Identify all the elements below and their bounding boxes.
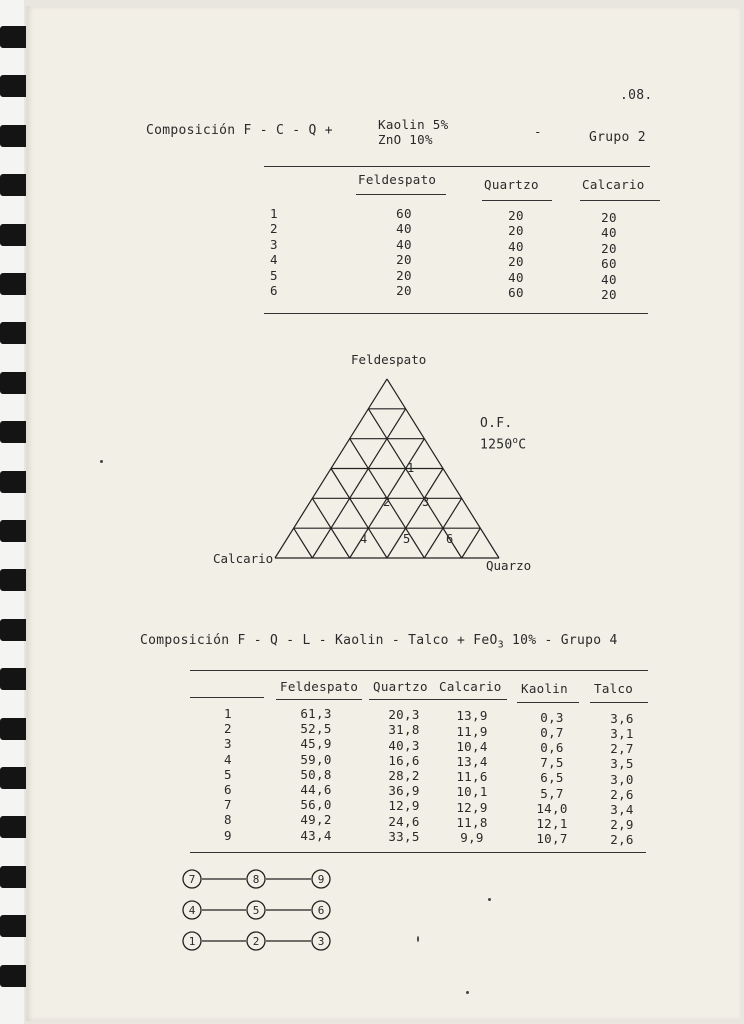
table2-title-sub: 3 xyxy=(497,639,504,651)
table2-cell-kaolin: 6,5 xyxy=(540,770,564,786)
table1-cell-quartzo: 40 xyxy=(508,269,524,285)
table2-cell-kaolin: 12,1 xyxy=(536,816,568,831)
table2-cell-feldespato: 43,4 xyxy=(300,827,332,843)
table1-row-id: 6 xyxy=(270,283,278,298)
diagram-note-temp-degree: o xyxy=(512,436,519,446)
table1-header-underline xyxy=(482,200,552,201)
table2-cell-quartzo: 28,2 xyxy=(388,768,420,783)
table2-cell-talco: 2,6 xyxy=(610,786,634,802)
table1-additive-1: Kaolin 5% xyxy=(378,117,449,132)
diagram-point-6: 6 xyxy=(446,532,454,546)
table1-cell-quartzo: 20 xyxy=(508,254,524,270)
chain-node-3: 3 xyxy=(317,935,325,948)
table1-row-id: 4 xyxy=(270,252,278,268)
table2-cell-calcario: 13,9 xyxy=(456,708,488,724)
table2-header-cell: Quartzo xyxy=(373,679,428,694)
chain-row xyxy=(183,870,330,888)
table2-header-cell: Talco xyxy=(594,681,634,696)
table2-cell-talco: 3,6 xyxy=(610,710,634,726)
table2-row-id: 5 xyxy=(224,766,232,782)
table1-cell-calcario: 20 xyxy=(601,240,617,256)
table2-cell-talco: 2,6 xyxy=(610,832,634,848)
table2-cell-feldespato: 59,0 xyxy=(300,751,332,767)
table2-cell-talco: 3,5 xyxy=(610,756,634,772)
diagram-point-1: 1 xyxy=(407,461,415,475)
chain-diagram xyxy=(176,861,346,961)
table2-header-cell: Calcario xyxy=(439,679,502,694)
table1-cell-quartzo: 60 xyxy=(508,285,524,300)
table1-dash: - xyxy=(534,124,542,139)
table2-cell-feldespato: 45,9 xyxy=(300,736,332,752)
table2-header-underline xyxy=(517,702,579,703)
table1-cell-feldespato: 20 xyxy=(396,283,412,298)
table1-cell-feldespato: 20 xyxy=(396,267,412,283)
spiral-binding xyxy=(0,0,24,1024)
table2-cell-calcario: 10,4 xyxy=(456,738,488,754)
table1-cell-quartzo: 40 xyxy=(508,238,524,254)
chain-node-2: 2 xyxy=(252,935,260,948)
speck xyxy=(466,991,469,994)
speck xyxy=(417,936,419,942)
diagram-note-temp-unit: C xyxy=(518,437,527,453)
table1-header-underline xyxy=(356,194,446,195)
table1-group: Grupo 2 xyxy=(589,130,646,145)
page-number: .08. xyxy=(620,88,653,103)
chain-node-9: 9 xyxy=(317,873,325,886)
table1-row-id: 5 xyxy=(270,267,278,283)
table2-cell-calcario: 9,9 xyxy=(460,830,484,845)
table2-cell-kaolin: 7,5 xyxy=(540,755,564,771)
table2-title-suffix: 10% - Grupo 4 xyxy=(503,633,618,648)
table2-cell-talco: 2,7 xyxy=(610,741,634,757)
diagram-point-3: 3 xyxy=(422,495,430,509)
table2-row-id: 8 xyxy=(224,812,232,828)
table1-row-id: 1 xyxy=(270,206,278,221)
table2-cell-calcario: 11,9 xyxy=(456,723,488,739)
chain-node-4: 4 xyxy=(188,904,196,917)
diagram-point-2: 2 xyxy=(383,495,391,509)
speck xyxy=(488,898,491,901)
table1-cell-calcario: 20 xyxy=(601,287,617,302)
table2-header-underline xyxy=(369,699,435,700)
table2-header-underline xyxy=(435,699,507,700)
diagram-right-label: Quarzo xyxy=(486,558,532,573)
chain-node-7: 7 xyxy=(188,873,196,886)
table2-row-id: 6 xyxy=(224,782,232,797)
table2-header-underline xyxy=(590,702,648,703)
ternary-diagram xyxy=(206,346,546,576)
table2-row-id: 9 xyxy=(224,827,232,843)
table2-cell-feldespato: 61,3 xyxy=(300,706,332,721)
table2-bottom-rule xyxy=(190,852,646,853)
table2-row-id: 1 xyxy=(224,706,232,721)
document-page xyxy=(26,6,740,1021)
table2-cell-quartzo: 40,3 xyxy=(388,737,420,753)
speck xyxy=(100,460,103,463)
table1-cell-calcario: 60 xyxy=(601,256,617,272)
chain-node-8: 8 xyxy=(252,873,260,886)
diagram-note-temp-value: 1250 xyxy=(480,437,513,453)
table2-header-underline xyxy=(276,699,362,700)
table2-cell-kaolin: 14,0 xyxy=(536,800,568,816)
table2-cell-calcario: 10,1 xyxy=(456,784,488,800)
table2-cell-quartzo: 36,9 xyxy=(388,783,420,799)
table2-row-id: 2 xyxy=(224,721,232,737)
table2-cell-quartzo: 33,5 xyxy=(388,828,420,844)
chain-node-5: 5 xyxy=(252,904,260,917)
table1-cell-calcario: 40 xyxy=(601,225,617,241)
table1-cell-calcario: 20 xyxy=(601,210,617,225)
table2-cell-quartzo: 20,3 xyxy=(388,707,420,723)
table1-cell-feldespato: 60 xyxy=(396,206,412,221)
table2-row-id: 7 xyxy=(224,797,232,813)
table1-row-id: 2 xyxy=(270,221,278,237)
table2-cell-quartzo: 31,8 xyxy=(388,722,420,738)
table2-header-cell: Kaolin xyxy=(521,681,568,696)
table1-top-rule xyxy=(264,166,650,167)
table2-cell-talco: 3,1 xyxy=(610,726,634,741)
chain-row xyxy=(183,932,330,950)
table2-cell-feldespato: 52,5 xyxy=(300,721,332,737)
table2-cell-feldespato: 49,2 xyxy=(300,812,332,828)
table2-cell-kaolin: 0,3 xyxy=(540,709,564,725)
table1-header-cell: Calcario xyxy=(582,177,645,192)
table2-cell-calcario: 11,8 xyxy=(456,814,488,830)
table1-cell-feldespato: 40 xyxy=(396,236,412,252)
table2-header-underline-id xyxy=(190,697,264,698)
table1-row-id: 3 xyxy=(270,236,278,252)
diagram-note-of: O.F. xyxy=(480,416,513,431)
chain-node-1: 1 xyxy=(188,935,196,948)
chain-row xyxy=(183,901,330,919)
table2-cell-calcario: 13,4 xyxy=(456,754,488,769)
table1-cell-calcario: 40 xyxy=(601,271,617,287)
table1-bottom-rule xyxy=(264,313,648,314)
diagram-left-label: Calcario xyxy=(213,551,274,566)
table2-cell-kaolin: 0,6 xyxy=(540,740,564,755)
chain-node-6: 6 xyxy=(317,904,325,917)
table2-cell-quartzo: 24,6 xyxy=(388,813,420,829)
table1-cell-feldespato: 20 xyxy=(396,252,412,268)
table2-cell-kaolin: 0,7 xyxy=(540,724,564,740)
table1-cell-feldespato: 40 xyxy=(396,221,412,237)
table2-cell-talco: 3,0 xyxy=(610,771,634,787)
table1-cell-quartzo: 20 xyxy=(508,223,524,239)
diagram-point-4: 4 xyxy=(360,532,368,546)
table2-row-id: 3 xyxy=(224,736,232,752)
table2-cell-calcario: 11,6 xyxy=(456,769,488,785)
table2-cell-feldespato: 44,6 xyxy=(300,782,332,797)
table2-top-rule xyxy=(190,670,648,671)
table1-cell-quartzo: 20 xyxy=(508,208,524,223)
table2-cell-kaolin: 5,7 xyxy=(540,785,564,801)
table2-cell-quartzo: 12,9 xyxy=(388,798,420,814)
table1-additive-2: ZnO 10% xyxy=(378,132,433,147)
table2-cell-talco: 2,9 xyxy=(610,817,634,833)
table2-cell-feldespato: 56,0 xyxy=(300,797,332,813)
table2-cell-talco: 3,4 xyxy=(610,802,634,817)
table2-row-id: 4 xyxy=(224,751,232,767)
table2-header-cell: Feldespato xyxy=(280,679,359,694)
table1-header-cell: Quartzo xyxy=(484,177,539,192)
table1-header-underline xyxy=(580,200,660,201)
table1-header-cell: Feldespato xyxy=(358,172,437,187)
diagram-point-5: 5 xyxy=(403,532,411,546)
table2-title-prefix: Composición F - Q - L - Kaolin - Talco + FeO xyxy=(140,633,498,648)
table2-cell-feldespato: 50,8 xyxy=(300,766,332,782)
table2-cell-kaolin: 10,7 xyxy=(536,831,568,847)
table1-title-prefix: Composición F - C - Q + xyxy=(146,123,333,138)
table2-cell-calcario: 12,9 xyxy=(456,799,488,815)
diagram-note-temp xyxy=(480,436,526,452)
diagram-top-label: Feldespato xyxy=(351,352,427,367)
table2-title xyxy=(140,633,618,651)
table2-cell-quartzo: 16,6 xyxy=(388,752,420,768)
